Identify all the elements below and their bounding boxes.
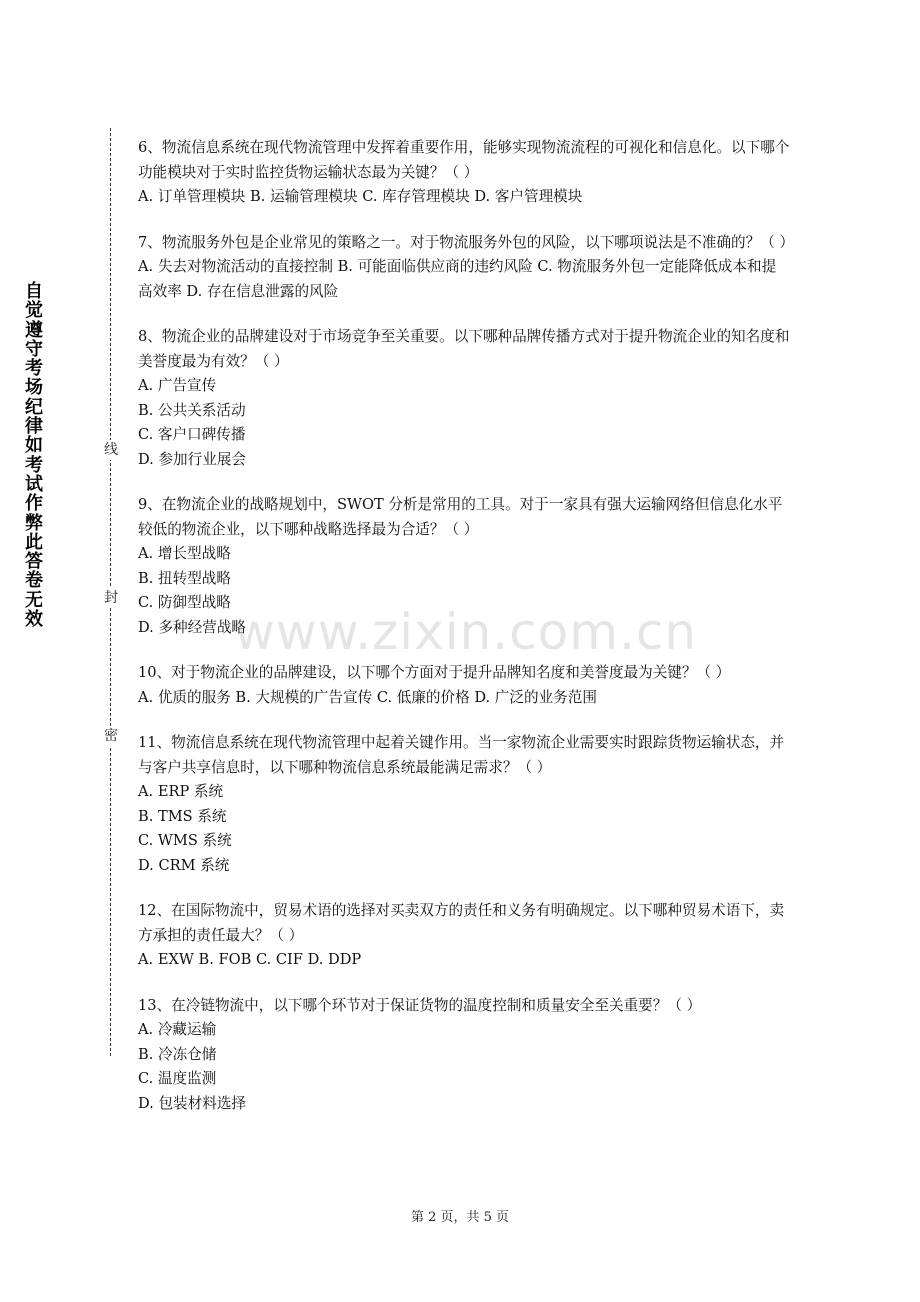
- option-b: B. TMS 系统: [138, 807, 227, 825]
- warning-char: 守: [25, 338, 43, 360]
- option-a: A. 冷藏运输: [138, 1021, 217, 1038]
- question-stem: 13、在冷链物流中，以下哪个环节对于保证货物的温度控制和质量安全至关重要？（ ）: [138, 996, 702, 1014]
- warning-char: 无: [25, 589, 43, 611]
- warning-char: 答: [25, 551, 43, 573]
- binding-mark-xian: 线: [104, 442, 118, 458]
- warning-char: 如: [25, 435, 43, 457]
- binding-mark-feng: 封: [104, 590, 118, 606]
- question-stem: 6、物流信息系统在现代物流管理中发挥着重要作用，能够实现物流流程的可视化和信息化。以下哪个功能模块对于实时监控货物运输状态最为关键？（ ）: [138, 139, 790, 181]
- warning-char: 律: [25, 416, 43, 438]
- question-stem: 8、物流企业的品牌建设对于市场竞争至关重要。以下哪种品牌传播方式对于提升物流企业的知名度和美誉度最为有效？（ ）: [138, 328, 790, 370]
- question-options: A. EXW B. FOB C. CIF D. DDP: [138, 951, 362, 968]
- watermark: www.zixin.com.cn: [234, 603, 698, 661]
- warning-char: 纪: [25, 396, 43, 418]
- question-stem: 11、物流信息系统在现代物流管理中起着关键作用。当一家物流企业需要实时跟踪货物运输状态，并与客户共享信息时，以下哪种物流信息系统最能满足需求？（ ）: [138, 734, 785, 776]
- option-a: A. 增长型战略: [138, 545, 231, 562]
- warning-char: 效: [25, 609, 43, 631]
- option-a: A. ERP 系统: [138, 783, 224, 800]
- warning-char: 觉: [25, 300, 43, 322]
- question-12: [138, 899, 790, 973]
- warning-char: 自: [25, 281, 43, 302]
- question-options: A. 优质的服务 B. 大规模的广告宣传 C. 低廉的价格 D. 广泛的业务范围: [138, 688, 597, 706]
- question-11: [138, 731, 790, 878]
- warning-char: 遵: [25, 319, 43, 341]
- question-list: [138, 136, 795, 1137]
- question-options: A. 订单管理模块 B. 运输管理模块 C. 库存管理模块 D. 客户管理模块: [138, 188, 583, 205]
- question-9: [138, 493, 790, 640]
- warning-char: 试: [25, 473, 43, 495]
- page-number-footer: 第 2 页，共 5 页: [410, 1210, 510, 1225]
- warning-char: 此: [25, 531, 43, 553]
- option-d: D. CRM 系统: [138, 856, 230, 874]
- question-8: [138, 325, 790, 472]
- option-c: C. WMS 系统: [138, 832, 232, 849]
- option-d: D. 包装材料选择: [138, 1094, 247, 1112]
- option-a: A. 广告宣传: [138, 377, 217, 394]
- option-b: B. 冷冻仓储: [138, 1045, 217, 1063]
- option-c: C. 温度监测: [138, 1070, 217, 1087]
- option-b: B. 扭转型战略: [138, 569, 231, 587]
- question-stem: 10、对于物流企业的品牌建设，以下哪个方面对于提升品牌知名度和美誉度最为关键？（ ）: [138, 664, 731, 681]
- warning-char: 作: [25, 493, 43, 515]
- question-stem: 12、在国际物流中，贸易术语的选择对买卖双方的责任和义务有明确规定。以下哪种贸易术语下，卖方承担的责任最大？（ ）: [138, 902, 785, 944]
- warning-char: 考: [25, 358, 43, 380]
- question-10: [138, 661, 790, 710]
- question-7: [138, 231, 795, 305]
- question-13: [138, 994, 790, 1117]
- warning-char: 场: [25, 377, 43, 399]
- option-d: D. 参加行业展会: [138, 450, 247, 468]
- warning-char: 卷: [25, 570, 43, 592]
- warning-char: 弊: [25, 512, 43, 534]
- binding-mark-mi: 密: [104, 728, 118, 744]
- question-options: A. 失去对物流活动的直接控制 B. 可能面临供应商的违约风险 C. 物流服务外包一定能降低成本和提高效率 D. 存在信息泄露的风险: [138, 258, 777, 300]
- exam-warning-vertical: [22, 282, 46, 629]
- option-c: C. 客户口碑传播: [138, 426, 246, 443]
- option-d: D. 多种经营战略: [138, 618, 247, 636]
- question-6: [138, 136, 790, 210]
- question-stem: 9、在物流企业的战略规划中，SWOT 分析是常用的工具。对于一家具有强大运输网络但信息化水平较低的物流企业，以下哪种战略选择最为合适？（ ）: [138, 496, 783, 538]
- option-c: C. 防御型战略: [138, 594, 231, 611]
- option-b: B. 公共关系活动: [138, 401, 246, 419]
- question-stem: 7、物流服务外包是企业常见的策略之一。对于物流服务外包的风险，以下哪项说法是不准确的？（ ）: [138, 233, 795, 251]
- warning-char: 考: [25, 454, 43, 476]
